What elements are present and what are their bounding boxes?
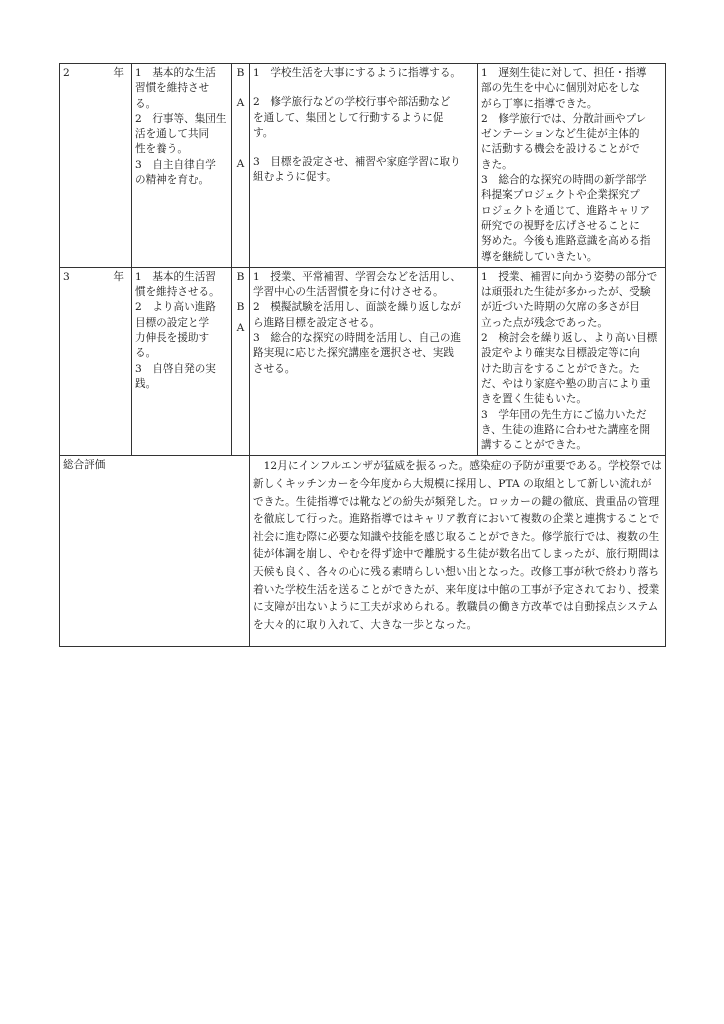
- evaluation-table: [59, 63, 666, 647]
- grade-3-row: [60, 267, 666, 456]
- grade-unit: 年: [113, 270, 124, 283]
- measure-item: 3 総合的な探究の時間を活用し、自己の進 路実現に応じた探究講座を選択させ、実践 させる。: [253, 332, 462, 375]
- objective-item: 2 行事等、集団生 活を通して共同 性を養う。: [135, 112, 227, 156]
- rating: B: [236, 301, 245, 314]
- measure-item: 1 授業、平常補習、学習会などを活用し、 学習中心の生活習慣を身に付けさせる。: [253, 270, 462, 299]
- measures-cell: [250, 64, 478, 268]
- objective-item: 1 基本的な生活 習慣を維持させ る。: [135, 67, 216, 110]
- result-item: 1 授業、補習に向かう姿勢の部分で は頑張れた生徒が多かったが、受験 が近づいた時期の欠席の多さが目 立った点が残念であった。: [481, 270, 658, 329]
- result-item: 2 修学旅行では、分散計画やプレ ゼンテーションなど生徒が主体的 に活動する機会を設けることがで きた。: [481, 112, 647, 171]
- results-cell: [478, 267, 666, 456]
- measure-item: 1 学校生活を大事にするように指導する。: [253, 67, 462, 79]
- grade-number: 2: [63, 67, 70, 79]
- rating: A: [236, 97, 245, 110]
- grade-unit: 年: [113, 67, 124, 79]
- rating: B: [236, 67, 245, 79]
- rating: A: [236, 157, 245, 170]
- measure-item: 2 修学旅行などの学校行事や部活動など を通して、集団として行動するように促 す。: [253, 96, 451, 139]
- rating-cell: [232, 267, 250, 456]
- rating: A: [236, 322, 245, 335]
- result-item: 2 検討会を繰り返し、より高い目標 設定やより確実な目標設定等に向 けた助言をすることができた。た だ、やはり家庭や塾の助言により重 きを置く生徒もいた。: [481, 332, 658, 406]
- objectives-cell: [132, 64, 232, 268]
- results-cell: [478, 64, 666, 268]
- summary-label: 総合評価: [60, 456, 250, 647]
- rating-cell: [232, 64, 250, 268]
- grade-2-row: [60, 64, 666, 268]
- grade-cell: [60, 267, 132, 456]
- objective-item: 3 自啓自発の実 践。: [135, 362, 216, 390]
- objectives-cell: [132, 267, 232, 456]
- grade-cell: [60, 64, 132, 268]
- grade-number: 3: [63, 270, 70, 283]
- rating: B: [236, 270, 245, 283]
- result-item: 3 総合的な探究の時間の新学部学 科提案プロジェクトや企業探究プ ロジェクトを通じて、進路キャリア 研究での視野を広げさせることに 努めた。今後も進路意識を高める指 導を継続していきたい。: [481, 174, 651, 263]
- result-item: 3 学年団の先生方にご協力いただ き、生徒の進路に合わせた講座を開 講することができた。: [481, 408, 651, 452]
- objective-item: 3 自主自律自学 の精神を育む。: [135, 158, 216, 187]
- result-item: 1 遅刻生徒に対して、担任・指導 部の先生を中心に個別対応をしな がら丁寧に指導できた。: [481, 67, 647, 110]
- summary-row: [60, 456, 666, 647]
- measures-cell: [250, 267, 478, 456]
- objective-item: 2 より高い進路 目標の設定と学 力伸長を援助す る。: [135, 301, 216, 360]
- measure-item: 3 目標を設定させ、補習や家庭学習に取り 組むように促す。: [253, 156, 461, 184]
- objective-item: 1 基本的生活習 慣を維持させる。: [135, 270, 220, 299]
- measure-item: 2 模擬試験を活用し、面談を繰り返しなが ら進路目標を設定させる。: [253, 301, 462, 329]
- summary-text: 12月にインフルエンザが猛威を振るった。感染症の予防が重要である。学校祭では新しくキッチンカーを今年度から大規模に採用し、PTA の取組として新しい流れができた。生徒指導では靴などの紛失が頻発した。ロッカーの鍵の徹底、貴重品の管理を徹底して行った。進路指導ではキャリア教育において複数の企業と連携することで社会に進む際に必要な知識や技能を感じ取ることができた。修学旅行では、複数の生徒が体調を崩し、やむを得ず途中で離脱する生徒が数名出てしまったが、旅行期間は天候も良く、各々の心に残る素晴らしい想い出となった。改修工事が秋で終わり落ち着いた学校生活を送ることができたが、来年度は中館の工事が予定されており、授業に支障が出ないように工夫が求められる。教職員の働き方改革では自動採点システムを大々的に取り入れて、大きな一歩となった。: [250, 456, 666, 647]
